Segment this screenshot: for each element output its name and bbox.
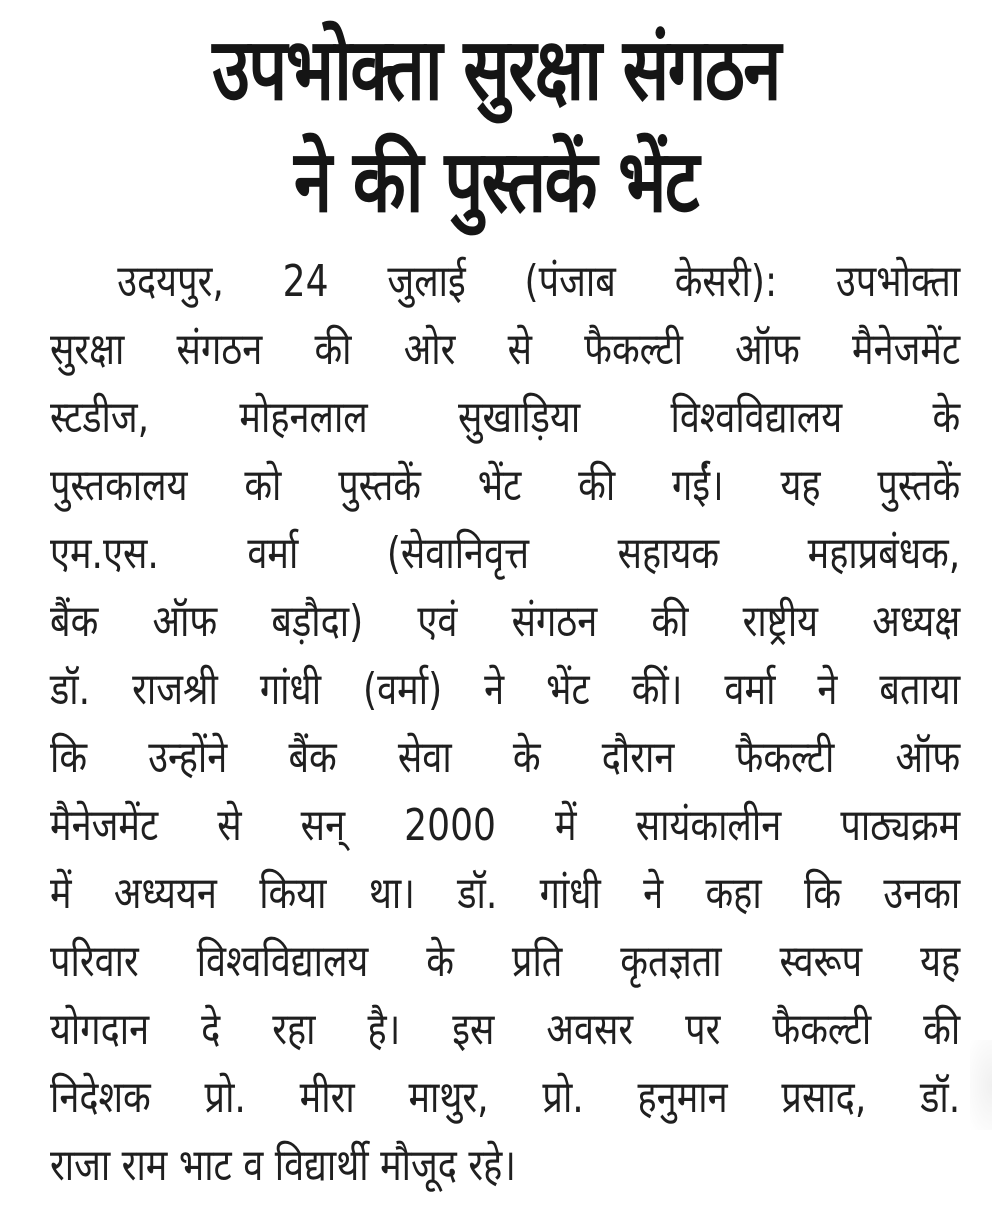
body-line-2: सुरक्षा संगठन की ओर से फैकल्टी ऑफ मैनेजमेंट xyxy=(50,324,961,375)
body-line-10: में अध्ययन किया था। डॉ. गांधी ने कहा कि उनका xyxy=(50,868,961,919)
body-line-13: निदेशक प्रो. मीरा माथुर, प्रो. हनुमान प्रसाद, डॉ. xyxy=(50,1072,961,1123)
body-line-12: योगदान दे रहा है। इस अवसर पर फैकल्टी की xyxy=(50,1004,961,1055)
body-line-4: पुस्तकालय को पुस्तकें भेंट की गईं। यह पुस्तकें xyxy=(50,460,961,511)
article-body xyxy=(50,248,960,1200)
body-line-5: एम.एस. वर्मा (सेवानिवृत्त सहायक महाप्रबंधक, xyxy=(50,528,961,579)
headline xyxy=(99,14,893,238)
page-edge-shadow xyxy=(970,1040,992,1130)
body-line-7: डॉ. राजश्री गांधी (वर्मा) ने भेंट कीं। वर्मा ने बताया xyxy=(50,664,961,715)
body-line-6: बैंक ऑफ बड़ौदा) एवं संगठन की राष्ट्रीय अध्यक्ष xyxy=(50,596,961,647)
body-line-11: परिवार विश्वविद्यालय के प्रति कृतज्ञता स्वरूप यह xyxy=(50,936,961,987)
headline-line-1: उपभोक्ता सुरक्षा संगठन xyxy=(212,20,780,120)
body-line-1: उदयपुर, 24 जुलाई (पंजाब केसरी): उपभोक्ता xyxy=(117,256,961,307)
body-line-8: कि उन्होंने बैंक सेवा के दौरान फैकल्टी ऑफ xyxy=(50,732,961,783)
body-line-9: मैनेजमेंट से सन् 2000 में सायंकालीन पाठ्यक्रम xyxy=(50,800,961,851)
body-line-3: स्टडीज, मोहनलाल सुखाड़िया विश्वविद्यालय के xyxy=(50,392,961,443)
headline-line-2: ने की पुस्तकें भेंट xyxy=(293,132,699,232)
body-line-14: राजा राम भाट व विद्यार्थी मौजूद रहे। xyxy=(50,1140,516,1191)
